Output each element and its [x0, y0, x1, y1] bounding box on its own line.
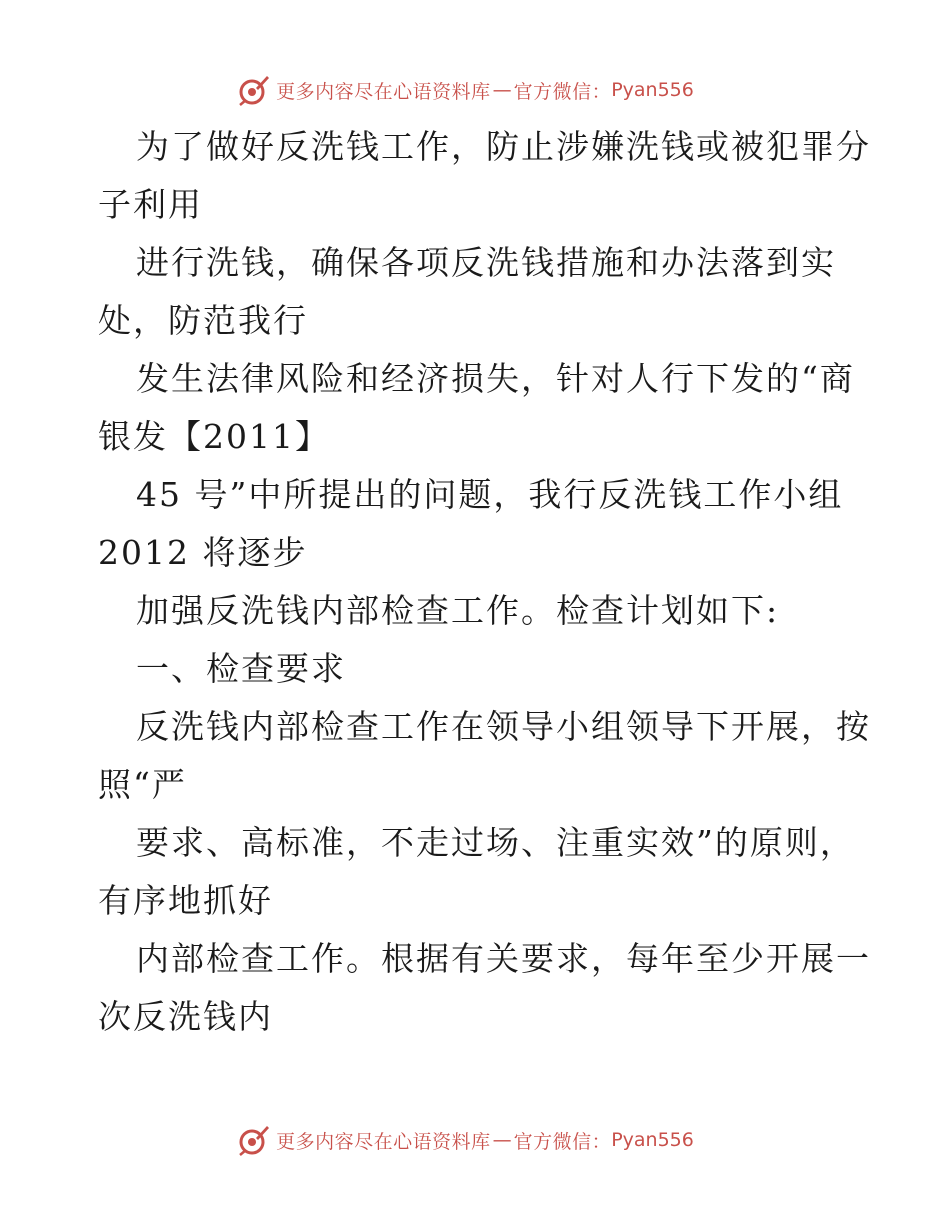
- watermark-wechat-id: Pyan556: [611, 79, 694, 101]
- watermark-text: 更多内容尽在心语资料库: [276, 80, 491, 103]
- header-watermark: [0, 70, 950, 110]
- watermark-wechat-label: 官方微信：: [513, 80, 612, 103]
- body-line: 发生法律风险和经济损失，针对人行下发的“商: [136, 359, 855, 398]
- body-line: 有序地抓好: [98, 881, 273, 920]
- body-line: 反洗钱内部检查工作在领导小组领导下开展，按: [136, 707, 871, 746]
- body-line: 照“严: [98, 765, 187, 804]
- body-line: 子利用: [98, 185, 203, 224]
- body-line: 处，防范我行: [98, 301, 308, 340]
- watermark-separator: —: [492, 79, 512, 101]
- section-heading: 一、检查要求: [136, 649, 346, 688]
- body-line: 为了做好反洗钱工作，防止涉嫌洗钱或被犯罪分: [136, 127, 871, 166]
- watermark-text: 更多内容尽在心语资料库: [276, 1130, 491, 1153]
- body-line: 次反洗钱内: [98, 997, 273, 1036]
- footer-watermark: [0, 1120, 950, 1160]
- watermark-wechat-label: 官方微信：: [513, 1130, 612, 1153]
- body-line: 进行洗钱，确保各项反洗钱措施和办法落到实: [136, 243, 836, 282]
- document-body: [98, 118, 871, 1046]
- body-line: 内部检查工作。根据有关要求，每年至少开展一: [136, 939, 871, 978]
- watermark-wechat-id: Pyan556: [611, 1129, 694, 1151]
- body-line: 2012 将逐步: [98, 533, 308, 572]
- body-line: 45 号”中所提出的问题，我行反洗钱工作小组: [136, 475, 844, 514]
- body-line: 要求、高标准，不走过场、注重实效”的原则，: [136, 823, 855, 862]
- brush-logo-icon: [236, 72, 272, 108]
- body-line: 加强反洗钱内部检查工作。检查计划如下:: [136, 591, 780, 630]
- body-line: 银发【2011】: [98, 417, 330, 456]
- brush-logo-icon: [236, 1122, 272, 1158]
- watermark-separator: —: [492, 1129, 512, 1151]
